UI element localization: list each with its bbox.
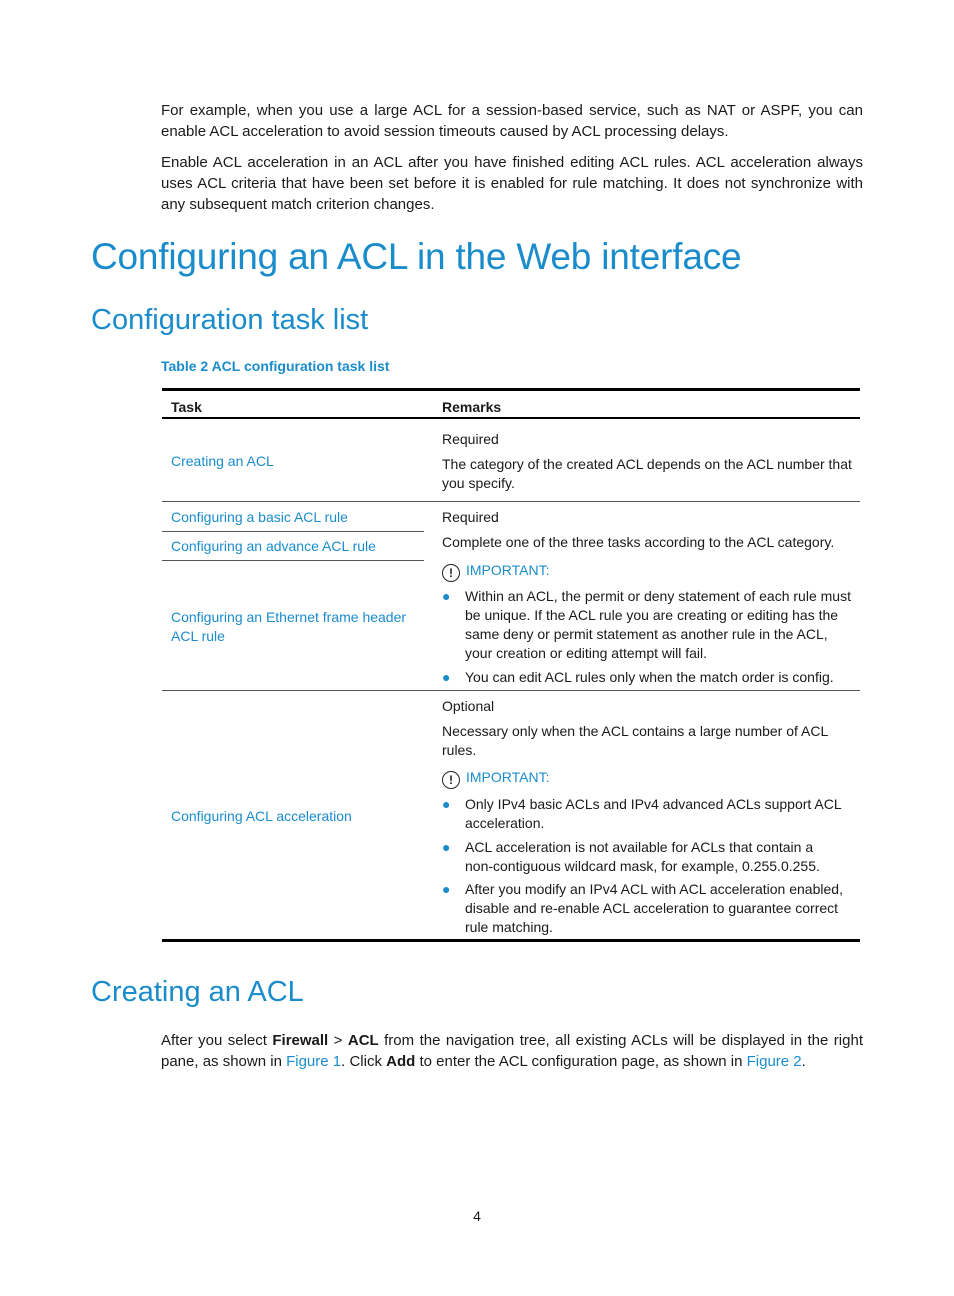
row2-important-note: [442, 561, 550, 582]
table-top-rule: [162, 388, 860, 391]
menu-firewall-label: Firewall: [272, 1032, 329, 1049]
task-link-acl-acceleration[interactable]: Configuring ACL acceleration: [171, 808, 352, 824]
row-divider: [162, 690, 860, 691]
important-label: IMPORTANT:: [466, 562, 550, 578]
table-bottom-rule: [162, 939, 860, 942]
list-item-text: ACL acceleration is not available for ACLs that contain a non-contiguous wildcard mask, for example, 0.255.0.255.: [465, 839, 820, 874]
list-item: [442, 668, 857, 687]
figure-2-link[interactable]: Figure 2: [746, 1053, 802, 1070]
text-run: >: [328, 1032, 348, 1049]
header-rule: [162, 417, 860, 419]
add-button-label: Add: [386, 1053, 416, 1070]
text-run: to enter the ACL configuration page, as shown in: [415, 1053, 747, 1070]
intro-paragraph-2: Enable ACL acceleration in an ACL after you have finished editing ACL rules. ACL acceleration always uses ACL criteria that have been set before it is enabled for rule matching. It does not synchronize with any subsequent match criterion changes.: [161, 154, 863, 213]
text-run: After you select: [161, 1032, 273, 1049]
row1-remark-text: The category of the created ACL depends on the ACL number that you specify.: [442, 456, 852, 491]
exclamation-circle-icon: !: [442, 564, 460, 582]
list-item-text: You can edit ACL rules only when the match order is config.: [465, 669, 834, 685]
bullet-icon: ●: [442, 881, 451, 897]
exclamation-circle-icon: !: [442, 771, 460, 789]
row-divider: [162, 560, 424, 561]
list-item: [442, 838, 857, 876]
text-run: from the navigation tree, all existing ACLs will be displayed in the right pane, as shown in: [161, 1032, 863, 1070]
row3-remark-optional: Optional: [442, 698, 495, 714]
task-link-creating-acl[interactable]: Creating an ACL: [171, 453, 274, 469]
task-link-advance-acl-rule[interactable]: Configuring an advance ACL rule: [171, 538, 376, 554]
row2-remark-required: Required: [442, 509, 499, 525]
row-divider: [162, 501, 860, 502]
table-caption: Table 2 ACL configuration task list: [161, 358, 390, 374]
figure-1-link[interactable]: Figure 1: [286, 1053, 342, 1070]
row3-remark-text: Necessary only when the ACL contains a large number of ACL rules.: [442, 723, 828, 758]
section-title-task-list: Configuration task list: [91, 304, 369, 336]
row1-remark-required: Required: [442, 431, 499, 447]
row-divider: [162, 531, 424, 532]
important-label: IMPORTANT:: [466, 769, 550, 785]
bullet-icon: ●: [442, 796, 451, 812]
section-title-creating-acl: Creating an ACL: [91, 976, 304, 1008]
text-run: .: [801, 1053, 806, 1070]
row3-important-note: [442, 768, 550, 789]
chapter-title: Configuring an ACL in the Web interface: [91, 236, 742, 277]
task-link-basic-acl-rule[interactable]: Configuring a basic ACL rule: [171, 509, 348, 525]
list-item-text: Within an ACL, the permit or deny statement of each rule must be unique. If the ACL rule you are creating or editing has the same deny or permit statement as another rule in the ACL, your creation or editing attempt will fail.: [465, 588, 851, 661]
list-item-text: After you modify an IPv4 ACL with ACL acceleration enabled, disable and re-enable ACL acceleration to guarantee correct rule matching.: [465, 881, 843, 935]
list-item: [442, 587, 857, 663]
task-link-ethernet-acl-rule[interactable]: Configuring an Ethernet frame header ACL rule: [171, 609, 407, 644]
intro-paragraph-1: For example, when you use a large ACL for a session-based service, such as NAT or ASPF, you can enable ACL acceleration to avoid session timeouts caused by ACL processing delays.: [161, 102, 863, 140]
menu-acl-label: ACL: [347, 1032, 379, 1049]
page-number: 4: [473, 1208, 481, 1224]
column-header-remarks: Remarks: [442, 399, 502, 415]
bullet-icon: ●: [442, 669, 451, 685]
column-header-task: Task: [171, 399, 202, 415]
text-run: . Click: [341, 1053, 387, 1070]
bullet-icon: ●: [442, 839, 451, 855]
row2-remark-text: Complete one of the three tasks according to the ACL category.: [442, 534, 835, 550]
list-item: [442, 880, 857, 937]
creating-acl-paragraph: [161, 1030, 863, 1072]
list-item-text: Only IPv4 basic ACLs and IPv4 advanced ACLs support ACL acceleration.: [465, 796, 842, 831]
list-item: [442, 795, 857, 833]
bullet-icon: ●: [442, 588, 451, 604]
